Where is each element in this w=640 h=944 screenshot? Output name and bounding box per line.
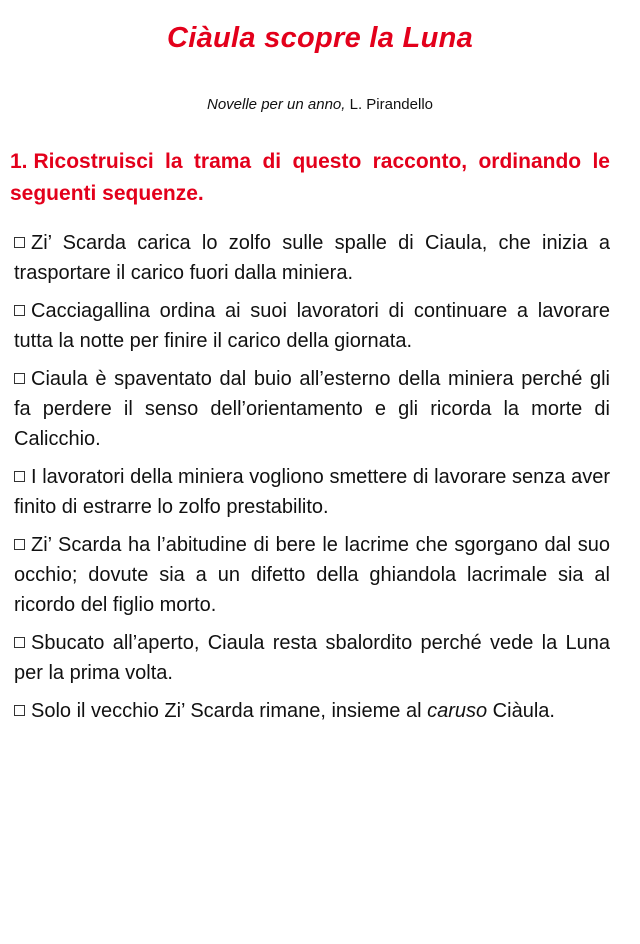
- order-checkbox[interactable]: [14, 237, 25, 248]
- sequence-item: [14, 530, 610, 620]
- sequence-text: I lavoratori della miniera vogliono smettere di lavorare senza aver finito di estrarre lo zolfo prestabilito.: [14, 466, 610, 518]
- sequence-text-italic: caruso: [427, 700, 488, 722]
- author-name: L. Pirandello: [345, 96, 433, 113]
- sequence-text: Zi’ Scarda carica lo zolfo sulle spalle di Ciaula, che inizia a trasportare il carico fuori dalla miniera.: [14, 232, 610, 284]
- sequence-text: Cacciagallina ordina ai suoi lavoratori di continuare a lavorare tutta la notte per finire il carico della giornata.: [14, 300, 610, 352]
- order-checkbox[interactable]: [14, 705, 25, 716]
- instruction-text: Ricostruisci la trama di questo racconto, ordinando le seguenti sequenze.: [10, 150, 610, 205]
- order-checkbox[interactable]: [14, 539, 25, 550]
- sequence-list: [14, 228, 610, 734]
- sequence-item: [14, 364, 610, 454]
- exercise-instruction: [10, 146, 610, 210]
- sequence-text: Ciaula è spaventato dal buio all’esterno della miniera perché gli fa perdere il senso dell’orientamento e gli ricorda la morte di Calicchio.: [14, 368, 610, 450]
- sequence-text-end: Ciàula.: [487, 700, 555, 722]
- sequence-item: [14, 696, 610, 726]
- source-line: [0, 96, 640, 113]
- sequence-item: [14, 462, 610, 522]
- order-checkbox[interactable]: [14, 471, 25, 482]
- order-checkbox[interactable]: [14, 373, 25, 384]
- sequence-item: [14, 228, 610, 288]
- sequence-item: [14, 296, 610, 356]
- order-checkbox[interactable]: [14, 305, 25, 316]
- sequence-text: Zi’ Scarda ha l’abitudine di bere le lacrime che sgorgano dal suo occhio; dovute sia a un difetto della ghiandola lacrimale sia al ricordo del figlio morto.: [14, 534, 610, 616]
- sequence-item: [14, 628, 610, 688]
- sequence-text-start: Solo il vecchio Zi’ Scarda rimane, insieme al: [31, 700, 428, 722]
- page-title: Ciàula scopre la Luna: [166, 22, 474, 54]
- order-checkbox[interactable]: [14, 637, 25, 648]
- sequence-text: Sbucato all’aperto, Ciaula resta sbalordito perché vede la Luna per la prima volta.: [14, 632, 610, 684]
- book-title: Novelle per un anno,: [207, 96, 346, 113]
- exercise-number: 1.: [10, 150, 28, 173]
